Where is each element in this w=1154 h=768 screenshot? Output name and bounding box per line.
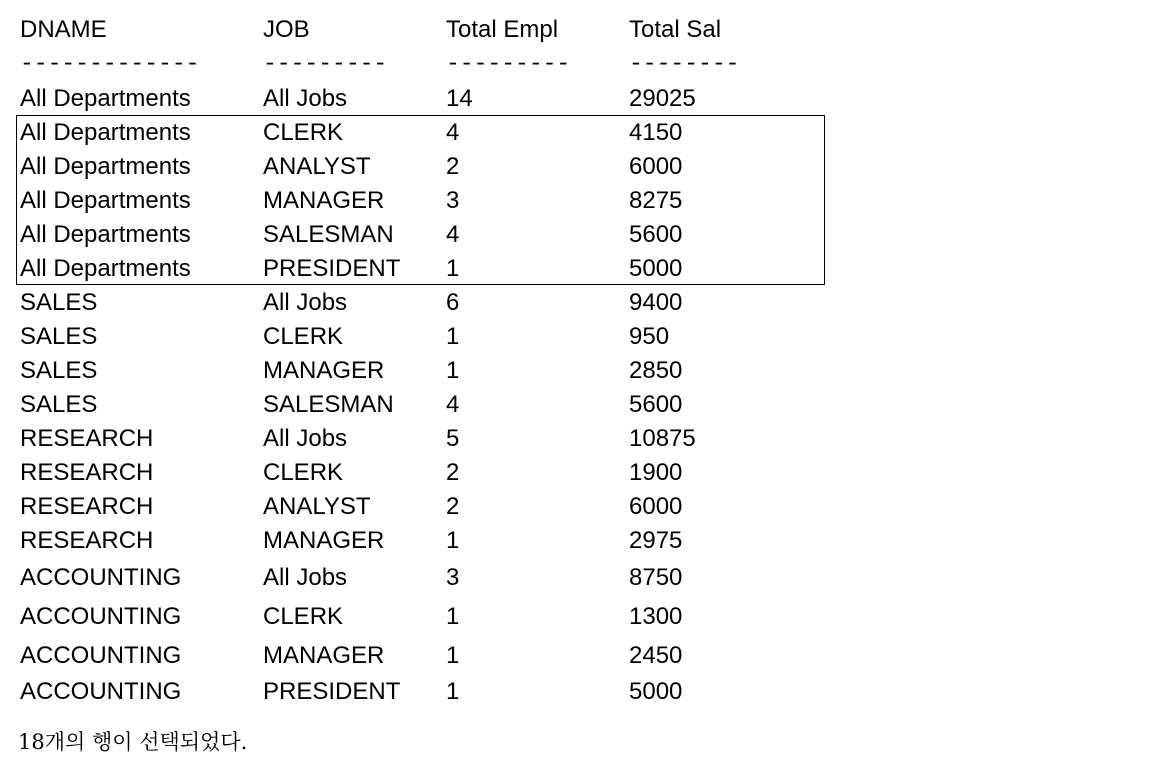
cell-total-sal: 5600 — [629, 391, 683, 418]
cell-total-sal: 2850 — [629, 357, 683, 384]
cell-job: ANALYST — [263, 153, 371, 180]
cell-job: MANAGER — [263, 527, 385, 554]
column-separator-total-sal: -------- — [629, 51, 740, 77]
cell-total-empl: 2 — [446, 459, 460, 486]
cell-total-sal: 1300 — [629, 603, 683, 630]
column-header-total-empl: Total Empl — [446, 16, 559, 43]
cell-total-empl: 1 — [446, 527, 460, 554]
cell-total-empl: 4 — [446, 221, 460, 248]
cell-total-empl: 1 — [446, 678, 460, 705]
cell-job: All Jobs — [263, 85, 348, 112]
cell-total-empl: 1 — [446, 642, 460, 669]
cell-dname: ACCOUNTING — [20, 678, 182, 705]
cell-dname: SALES — [20, 289, 98, 316]
cell-total-empl: 4 — [446, 119, 460, 146]
cell-job: SALESMAN — [263, 391, 394, 418]
cell-job: MANAGER — [263, 357, 385, 384]
cell-job: All Jobs — [263, 564, 348, 591]
cell-total-empl: 4 — [446, 391, 460, 418]
column-header-dname: DNAME — [20, 16, 107, 43]
cell-total-sal: 950 — [629, 323, 670, 350]
cell-total-sal: 5600 — [629, 221, 683, 248]
cell-dname: All Departments — [20, 119, 191, 146]
cell-dname: All Departments — [20, 153, 191, 180]
cell-dname: All Departments — [20, 221, 191, 248]
cell-job: ANALYST — [263, 493, 371, 520]
cell-dname: ACCOUNTING — [20, 564, 182, 591]
cell-dname: SALES — [20, 357, 98, 384]
cell-total-empl: 14 — [446, 85, 473, 112]
column-header-total-sal: Total Sal — [629, 16, 722, 43]
cell-total-sal: 4150 — [629, 119, 683, 146]
cell-total-sal: 2975 — [629, 527, 683, 554]
cell-job: MANAGER — [263, 642, 385, 669]
cell-total-empl: 2 — [446, 493, 460, 520]
cell-job: PRESIDENT — [263, 255, 401, 282]
cell-total-empl: 1 — [446, 603, 460, 630]
cell-job: CLERK — [263, 459, 344, 486]
cell-job: All Jobs — [263, 425, 348, 452]
cell-total-sal: 6000 — [629, 153, 683, 180]
cell-job: PRESIDENT — [263, 678, 401, 705]
cell-dname: SALES — [20, 323, 98, 350]
cell-dname: SALES — [20, 391, 98, 418]
cell-dname: All Departments — [20, 187, 191, 214]
cell-total-sal: 8750 — [629, 564, 683, 591]
cell-total-sal: 1900 — [629, 459, 683, 486]
rows-selected-status: 18개의 행이 선택되었다. — [18, 730, 248, 754]
cell-job: CLERK — [263, 603, 344, 630]
cell-dname: RESEARCH — [20, 493, 154, 520]
cell-job: SALESMAN — [263, 221, 394, 248]
cell-dname: RESEARCH — [20, 425, 154, 452]
cell-total-empl: 1 — [446, 323, 460, 350]
cell-total-sal: 29025 — [629, 85, 696, 112]
cell-dname: RESEARCH — [20, 527, 154, 554]
cell-total-sal: 5000 — [629, 255, 683, 282]
cell-total-sal: 9400 — [629, 289, 683, 316]
cell-dname: All Departments — [20, 85, 191, 112]
cell-total-empl: 1 — [446, 357, 460, 384]
column-separator-dname: ------------- — [20, 51, 200, 77]
column-separator-total-empl: --------- — [446, 51, 571, 77]
cell-total-sal: 8275 — [629, 187, 683, 214]
cell-total-sal: 5000 — [629, 678, 683, 705]
cell-job: All Jobs — [263, 289, 348, 316]
cell-dname: RESEARCH — [20, 459, 154, 486]
cell-total-empl: 3 — [446, 187, 460, 214]
cell-total-empl: 5 — [446, 425, 460, 452]
cell-job: CLERK — [263, 323, 344, 350]
column-separator-job: --------- — [263, 51, 388, 77]
cell-total-empl: 6 — [446, 289, 460, 316]
cell-dname: All Departments — [20, 255, 191, 282]
column-header-job: JOB — [263, 16, 310, 43]
cell-job: MANAGER — [263, 187, 385, 214]
cell-dname: ACCOUNTING — [20, 642, 182, 669]
cell-total-sal: 6000 — [629, 493, 683, 520]
cell-job: CLERK — [263, 119, 344, 146]
cell-dname: ACCOUNTING — [20, 603, 182, 630]
cell-total-empl: 1 — [446, 255, 460, 282]
cell-total-empl: 3 — [446, 564, 460, 591]
cell-total-sal: 10875 — [629, 425, 696, 452]
cell-total-sal: 2450 — [629, 642, 683, 669]
cell-total-empl: 2 — [446, 153, 460, 180]
